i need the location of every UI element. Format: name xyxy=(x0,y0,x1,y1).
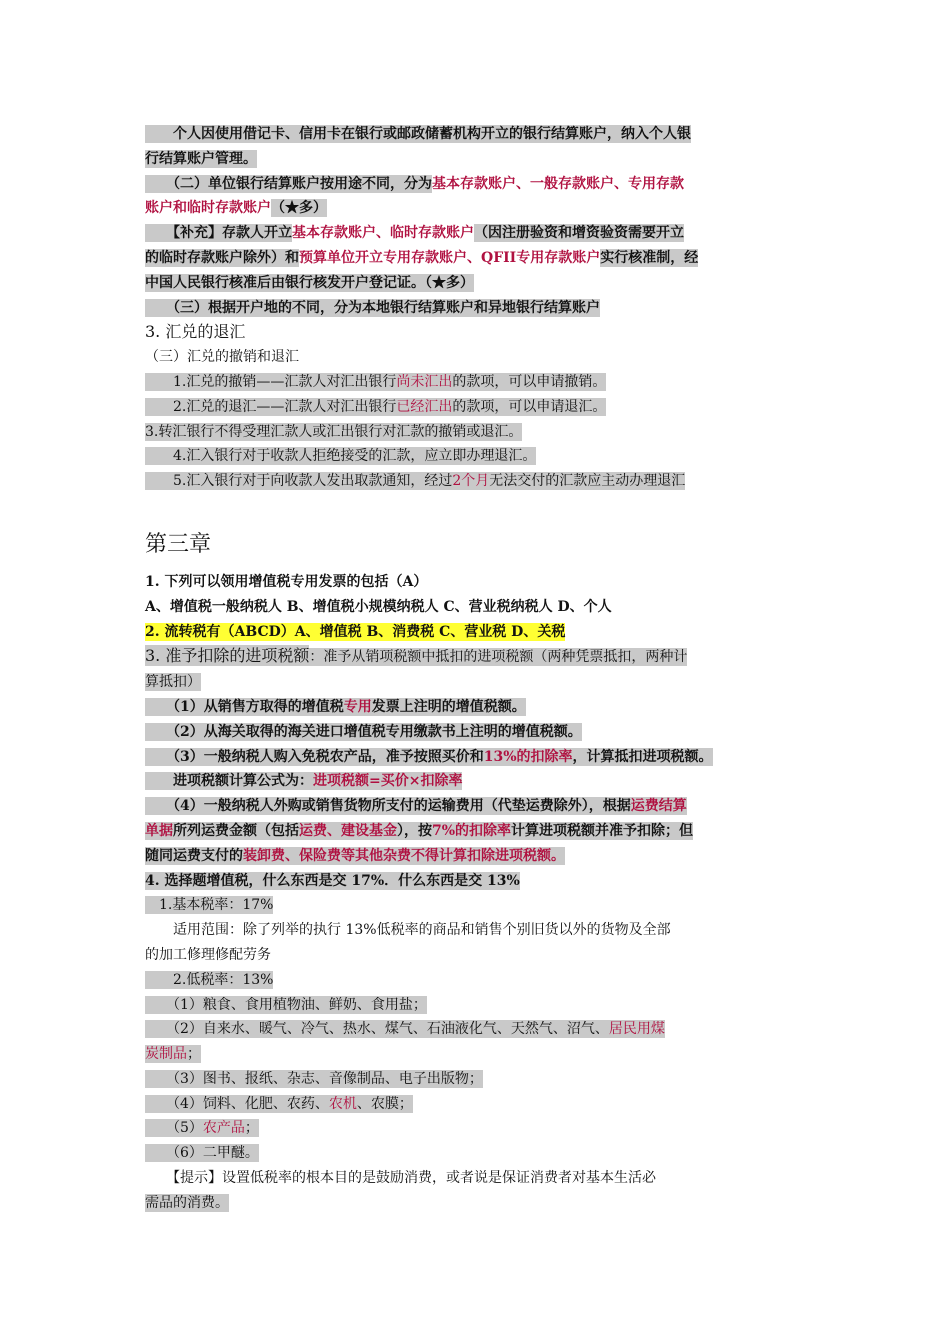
text-line: （3）图书、报纸、杂志、音像制品、电子出版物； xyxy=(145,1070,483,1087)
rate-basic xyxy=(145,893,815,918)
highlight-red: 运费、建设基金 xyxy=(299,822,397,839)
goods-5 xyxy=(145,1116,815,1141)
text-line: 行结算账户管理。 xyxy=(145,150,257,167)
para-unit-account-types xyxy=(145,172,815,222)
highlight-red: 账户和临时存款账户 xyxy=(145,200,271,217)
highlight-red: 基本存款账户、临时存款账户 xyxy=(292,225,474,242)
text-line: 2.汇兑的退汇——汇款人对汇出银行 xyxy=(145,398,397,415)
text-line: 所列运费金额（包括 xyxy=(173,822,299,839)
text-line: （3）一般纳税人购入免税农产品，准予按照买价和 xyxy=(145,748,484,765)
text-line: 进项税额计算公式为： xyxy=(145,773,313,790)
text-line: 实行核准制，经 xyxy=(600,249,699,266)
text-line: 5.汇入银行对于向收款人发出取款通知，经过 xyxy=(145,473,453,490)
item-2 xyxy=(145,720,815,745)
goods-1 xyxy=(145,993,815,1018)
goods-6 xyxy=(145,1141,815,1166)
highlight-red: 专用 xyxy=(343,698,372,715)
text-line: 、农膜； xyxy=(356,1095,413,1112)
text-line: A、增值税一般纳税人 B、增值税小规模纳税人 C、营业税纳税人 D、个人 xyxy=(145,598,612,615)
highlight-red: 炭制品 xyxy=(145,1046,187,1063)
text-line: 4. 选择题增值税，什么东西是交 17%．什么东西是交 13% xyxy=(145,872,520,889)
text-line: 3.转汇银行不得受理汇款人或汇出银行对汇款的撤销或退汇。 xyxy=(145,423,523,440)
para-supplement xyxy=(145,221,815,295)
text-line: 中国人民银行核准后由银行核发开户登记证。（★多） xyxy=(145,274,474,291)
text-line: 4.汇入银行对于收款人拒绝接受的汇款，应立即办理退汇。 xyxy=(145,448,537,465)
highlight-red: 农产品 xyxy=(202,1120,245,1137)
text-line: ），按 xyxy=(397,822,432,839)
text-line: 适用范围：除了列举的执行 13%低税率的商品和销售个别旧货以外的货物及全部 xyxy=(145,922,671,939)
question-3 xyxy=(145,644,815,695)
goods-4 xyxy=(145,1092,815,1117)
text-line: ； xyxy=(244,1120,259,1137)
text-line: ； xyxy=(187,1046,201,1063)
text-line: 个人因使用借记卡、信用卡在银行或邮政储蓄机构开立的银行结算账户，纳入个人银 xyxy=(145,126,691,142)
text-line: （5） xyxy=(145,1120,203,1137)
text-line: （6）二甲醚。 xyxy=(145,1145,259,1162)
text-line: （4）一般纳税人外购或销售货物所支付的运输费用（代垫运费除外），根据 xyxy=(145,798,631,815)
chapter-title: 第三章 xyxy=(145,531,212,557)
highlight-red: 进项税额=买价×扣除率 xyxy=(313,773,463,790)
text-line: 计算进项税额并准予扣除；但 xyxy=(511,822,694,839)
goods-2 xyxy=(145,1017,815,1067)
highlight-red: 2个月 xyxy=(452,473,490,490)
highlight-red: 装卸费、保险费等其他杂费不得计算扣除进项税额。 xyxy=(243,847,565,864)
text-line: （三）汇兑的撤销和退汇 xyxy=(145,349,299,366)
text-line: 1.基本税率：17% xyxy=(145,897,274,914)
highlight-red: 居民用煤 xyxy=(608,1021,665,1038)
text-line: （2）自来水、暖气、冷气、热水、煤气、石油液化气、天然气、沼气、 xyxy=(145,1021,609,1038)
text-line: 2.低税率：13% xyxy=(145,971,274,988)
text-line: 3. 准予扣除的进项税额 xyxy=(145,646,310,666)
rate-low xyxy=(145,968,815,993)
question-4 xyxy=(145,869,815,894)
question-1-options xyxy=(145,595,815,620)
text-line: 发票上注明的增值税额。 xyxy=(371,698,526,715)
text-line: （因注册验资和增资验资需要开立 xyxy=(474,225,684,242)
text-line: 【提示】设置低税率的根本目的是鼓励消费，或者说是保证消费者对基本生活必 xyxy=(145,1170,656,1187)
highlight-red: 已经汇出 xyxy=(396,398,453,415)
text-line: 的款项，可以申请退汇。 xyxy=(452,398,607,415)
text-line: （1）从销售方取得的增值税 xyxy=(145,698,344,715)
para-cancel-2 xyxy=(145,395,815,420)
para-location xyxy=(145,296,815,321)
para-cancel-1 xyxy=(145,370,815,395)
question-2 xyxy=(145,620,815,645)
section-heading-remittance-return xyxy=(145,320,815,345)
text-line: （2）从海关取得的海关进口增值税专用缴款书上注明的增值税额。 xyxy=(145,723,582,740)
text-line: 随同运费支付的 xyxy=(145,847,243,864)
highlight-red: 运费结算 xyxy=(630,798,687,815)
text-line: 需品的消费。 xyxy=(145,1194,229,1211)
text-line: （4）饲料、化肥、农药、 xyxy=(145,1095,329,1112)
para-cancel-5 xyxy=(145,469,815,494)
item-1 xyxy=(145,695,815,720)
highlight-red: 7%的扣除率 xyxy=(432,822,512,839)
text-line: 的款项，可以申请撤销。 xyxy=(452,373,607,390)
text-line: （1）粮食、食用植物油、鲜奶、食用盐； xyxy=(145,996,427,1013)
para-cancel-4 xyxy=(145,444,815,469)
para-cancel-3 xyxy=(145,420,815,445)
question-1 xyxy=(145,570,815,595)
item-4 xyxy=(145,794,815,868)
text-line: ，计算抵扣进项税额。 xyxy=(572,748,713,765)
document-page xyxy=(145,122,815,1216)
text-line: ：准予从销项税额中抵扣的进项税额（两种凭票抵扣，两种计 xyxy=(309,649,688,666)
highlight-red: 尚未汇出 xyxy=(396,373,453,390)
goods-3 xyxy=(145,1067,815,1092)
item-3 xyxy=(145,745,815,770)
highlight-yellow: 2. 流转税有（ABCD）A、增值税 B、消费税 C、营业税 D、关税 xyxy=(145,623,566,640)
text-line: 无法交付的汇款应主动办理退汇 xyxy=(489,473,686,490)
text-line: 1. 下列可以领用增值税专用发票的包括（A） xyxy=(145,573,428,590)
text-line: 的加工修理修配劳务 xyxy=(145,946,271,963)
tip xyxy=(145,1166,815,1216)
text-line: （三）根据开户地的不同，分为本地银行结算账户和异地银行结算账户 xyxy=(145,299,600,316)
highlight-red: 基本存款账户、一般存款账户、专用存款 xyxy=(432,175,684,192)
text-line: （二）单位银行结算账户按用途不同，分为 xyxy=(145,175,432,192)
heading-text: 3. 汇兑的退汇 xyxy=(145,322,246,342)
rate-scope xyxy=(145,918,815,968)
text-line: 算抵扣） xyxy=(145,674,201,691)
para-remittance-cancel xyxy=(145,345,815,370)
highlight-red: 单据 xyxy=(145,822,173,839)
text-line: 1.汇兑的撤销——汇款人对汇出银行 xyxy=(145,373,397,390)
highlight-red: 13%的扣除率 xyxy=(483,748,573,765)
text-line: （★多） xyxy=(271,200,327,217)
text-line: 【补充】存款人开立 xyxy=(145,225,292,242)
highlight-red: 农机 xyxy=(328,1095,357,1112)
text-line: 的临时存款账户除外）和 xyxy=(145,249,299,266)
highlight-red: 预算单位开立专用存款账户、QFII专用存款账户 xyxy=(299,249,601,266)
para-personal-account xyxy=(145,122,815,172)
formula xyxy=(145,769,815,794)
